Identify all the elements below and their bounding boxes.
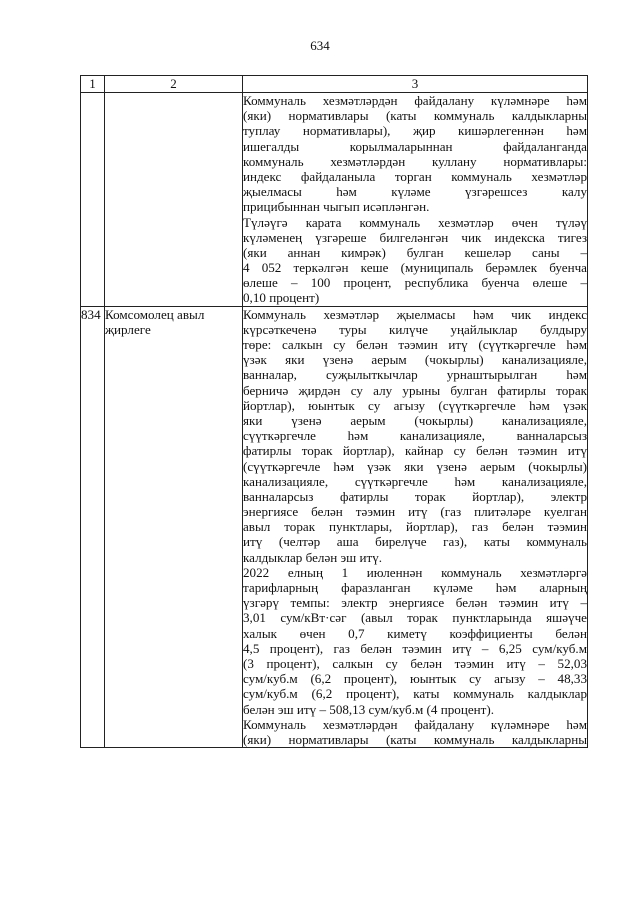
paragraph xyxy=(243,307,587,565)
settlement-name xyxy=(105,93,243,307)
text-line: сүүткәргечле һәм канализацияле, ванналарсыз xyxy=(243,428,587,444)
text-line: калдыклар белән эш итү. xyxy=(243,549,383,565)
text-line: үзгәрү темпы: электр энергиясе белән тәэмин итү – xyxy=(243,595,587,611)
paragraph xyxy=(243,215,587,306)
text-line: итү (челтәр аша бирелүче газ), каты коммуналь xyxy=(243,534,587,550)
text-line: берничә җирдән су алу урыны булган фатирлы торак xyxy=(243,382,587,398)
text-line: прицибыннан чыгып исәпләнгән. xyxy=(243,199,430,215)
header-col-1: 1 xyxy=(81,76,105,93)
text-line: (яки) нормативлары (каты коммуналь калдыкларны xyxy=(243,108,587,124)
paragraph xyxy=(243,717,587,747)
text-line: Түләүгә карата коммуналь хезмәтләр өчен түләү xyxy=(243,214,587,230)
text-line: Коммуналь хезмәтләрдән файдалану күләмнәре һәм xyxy=(243,93,587,108)
content-table xyxy=(80,75,588,748)
row-content xyxy=(243,306,588,747)
text-line: канализацияле, сүүткәргечле һәм канализацияле, xyxy=(243,473,587,489)
text-line: 0,10 процент) xyxy=(243,290,320,306)
header-col-3: 3 xyxy=(243,76,588,93)
text-line: (сүүткәргечле һәм үзәк яки үзенә аерым (чокырлы) xyxy=(243,458,587,474)
row-number xyxy=(81,93,105,307)
text-line: үзәк яки үзенә аерым (чокырлы) канализацияле, xyxy=(243,352,587,368)
text-line: (яки) нормативлары (каты коммуналь калдыкларны xyxy=(243,731,587,747)
table-row xyxy=(81,93,588,307)
settlement-name xyxy=(105,306,243,747)
text-line: туплау нормативлары), җир кишәрлегеннән һәм xyxy=(243,123,587,139)
paragraph xyxy=(243,565,587,717)
text-line: күрсәткеченә туры килүче уңайлыклар булдыру xyxy=(243,321,587,337)
text-line: күләменең үзгәреше билгеләнгән чик индекска тигез xyxy=(243,229,587,245)
text-line: 2022 елның 1 июленнән коммуналь хезмәтләргә xyxy=(243,564,587,580)
text-line: белән эш итү – 508,13 сум/куб.м (4 процент). xyxy=(243,701,494,717)
text-line: 3,01 сум/кВт·сәг (авыл торак пунктларында яшәүче xyxy=(243,610,587,626)
text-line: Коммуналь хезмәтләр җыелмасы һәм чик индекс xyxy=(243,306,587,322)
text-line: сум/куб.м (6,2 процент), юынтык су агызу – 48,33 xyxy=(243,671,587,687)
text-line: ванналарсыз фатирлы торак йортлар), электр xyxy=(243,488,587,504)
text-line: ишегалды корылмаларыннан файдаланганда xyxy=(243,138,587,154)
text-line: 4 052 теркәлгән кеше (муниципаль берәмлек буенча xyxy=(243,260,587,276)
text-line: яки үзенә аерым (чокырлы) канализацияле, xyxy=(243,412,587,428)
table-header-row xyxy=(81,76,588,93)
text-line: авыл торак пунктлары, йортлар), газ белән тәэмин xyxy=(243,519,587,535)
settlement-name-line: җирлеге xyxy=(105,321,151,337)
table-row xyxy=(81,306,588,747)
text-line: ванналар, суҗылыткычлар урнаштырылган һәм xyxy=(243,367,587,383)
text-line: (3 процент), салкын су белән тәэмин итү – 52,03 xyxy=(243,655,587,671)
text-line: сум/куб.м (6,2 процент), каты коммуналь калдыклар xyxy=(243,686,587,702)
text-line: Коммуналь хезмәтләрдән файдалану күләмнәре һәм xyxy=(243,716,587,732)
text-line: йортлар), юынтык су агызу (сүүткәргечле һәм үзәк xyxy=(243,397,587,413)
text-line: тарифларның фаразланган күләме һәм аларның xyxy=(243,580,587,595)
text-line: җыелмасы һәм күләме үзгәрешсез калу xyxy=(243,184,587,200)
paragraph xyxy=(243,93,587,215)
text-line: халык өчен 0,7 киметү коэффициенты белән xyxy=(243,625,587,641)
settlement-name-line: Комсомолец авыл xyxy=(105,306,205,322)
text-line: индекс файдаланыла торган коммуналь хезмәтләр xyxy=(243,168,587,184)
text-line: (яки аннан кимрәк) булган кешеләр саны – xyxy=(243,244,587,260)
header-col-2: 2 xyxy=(105,76,243,93)
text-line: энергиясе белән тәэмин итү (газ плитәләре куелган xyxy=(243,504,587,520)
text-line: төре: салкын су белән тәэмин итү (сүүткәргечле һәм xyxy=(243,337,587,352)
row-number: 834 xyxy=(81,306,105,747)
text-line: өлеше – 100 процент, республика буенча өлеше – xyxy=(243,275,587,291)
text-line: фатирлы торак йортлар), кайнар су белән тәэмин итү xyxy=(243,443,587,459)
row-content xyxy=(243,93,588,307)
text-line: 4,5 процент), газ белән тәэмин итү – 6,25 сум/куб.м xyxy=(243,640,587,656)
text-line: коммуналь хезмәтләрдән куллану нормативлары: xyxy=(243,153,587,169)
page-number: 634 xyxy=(310,38,330,53)
